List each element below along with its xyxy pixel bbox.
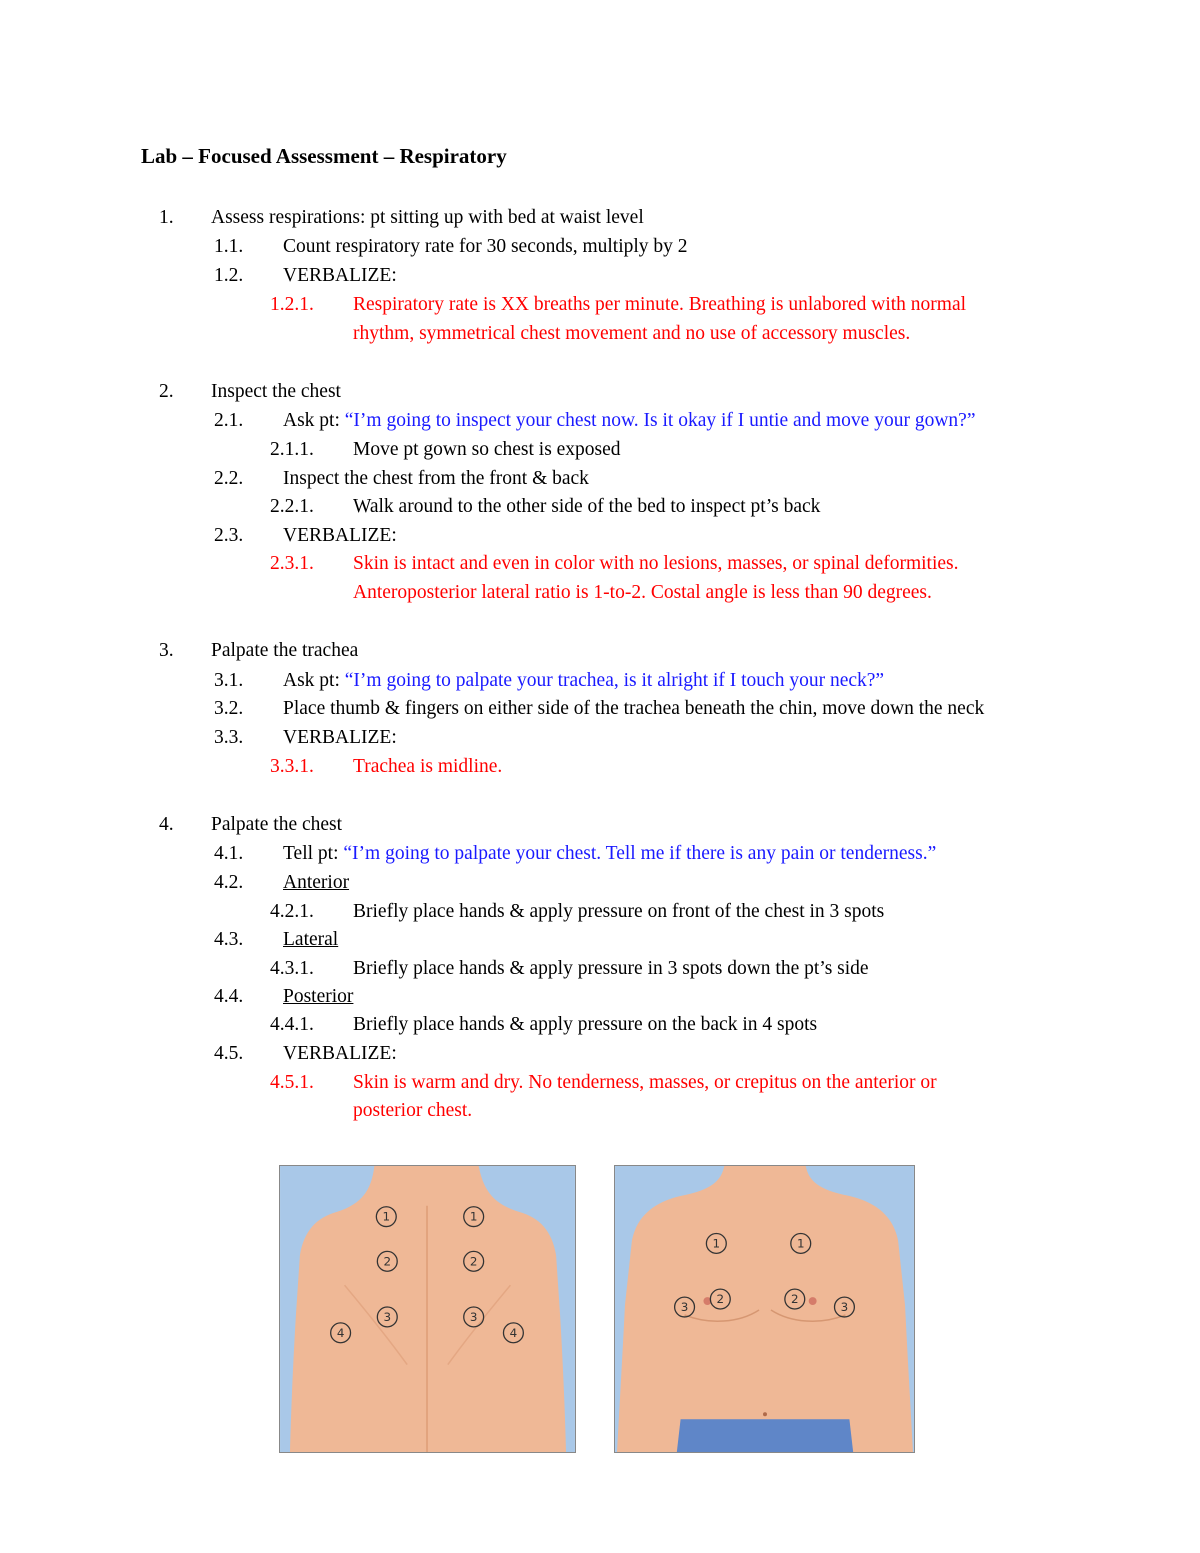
step-number: 3. bbox=[159, 640, 174, 661]
anterior-chest-illustration bbox=[614, 1165, 915, 1453]
step-number: 4.4.1. bbox=[270, 1014, 314, 1035]
step-number: 3.1. bbox=[214, 670, 244, 691]
nipple-right bbox=[809, 1297, 817, 1305]
back-marker-label: 4 bbox=[509, 1325, 518, 1340]
step-number: 4.5. bbox=[214, 1043, 244, 1064]
step-number: 4.3.1. bbox=[270, 958, 314, 979]
front-marker-label: 3 bbox=[840, 1299, 849, 1314]
prompt-lead: Ask pt: bbox=[283, 670, 345, 691]
prompt-lead: Tell pt: bbox=[283, 843, 344, 864]
step-number: 4.2.1. bbox=[270, 901, 314, 922]
front-marker-label: 3 bbox=[680, 1299, 689, 1314]
step-number: 2.2.1. bbox=[270, 496, 314, 517]
back-marker-label: 1 bbox=[469, 1209, 478, 1224]
step-text bbox=[283, 409, 975, 433]
back-marker-label: 3 bbox=[383, 1309, 392, 1324]
step-text: Briefly place hands & apply pressure in 3 spots down the pt’s side bbox=[353, 958, 869, 979]
patient-quote: “I’m going to palpate your chest. Tell me if there is any pain or tenderness.” bbox=[343, 843, 937, 864]
step-text: Walk around to the other side of the bed to inspect pt’s back bbox=[353, 496, 821, 517]
step-number: 2.1.1. bbox=[270, 439, 314, 460]
step-number: 2.3. bbox=[214, 525, 244, 546]
back-marker-label: 2 bbox=[469, 1254, 478, 1269]
front-marker-label: 2 bbox=[790, 1292, 799, 1307]
front-illustration-svg bbox=[615, 1166, 914, 1452]
step-text: Place thumb & fingers on either side of the trachea beneath the chin, move down the neck bbox=[283, 698, 985, 719]
step-text: Inspect the chest bbox=[211, 381, 341, 402]
step-number: 3.3. bbox=[214, 727, 244, 748]
step-number: 4.1. bbox=[214, 843, 244, 864]
verbalize-text: rhythm, symmetrical chest movement and no use of accessory muscles. bbox=[353, 323, 911, 344]
step-text: Assess respirations: pt sitting up with bed at waist level bbox=[211, 207, 644, 228]
back-marker-label: 3 bbox=[469, 1309, 478, 1324]
step-text bbox=[283, 842, 936, 866]
subheading-lateral: Lateral bbox=[283, 929, 339, 950]
subheading-anterior: Anterior bbox=[283, 872, 350, 893]
step-number: 4.5.1. bbox=[270, 1072, 314, 1093]
step-text: VERBALIZE: bbox=[283, 727, 397, 748]
step-number: 2. bbox=[159, 381, 174, 402]
step-number: 1.2. bbox=[214, 265, 244, 286]
step-number: 3.3.1. bbox=[270, 756, 314, 777]
prompt-lead: Ask pt: bbox=[283, 410, 345, 431]
verbalize-text: Trachea is midline. bbox=[353, 756, 503, 777]
step-number: 1.2.1. bbox=[270, 294, 314, 315]
torso-skin-shape bbox=[617, 1166, 913, 1452]
step-text: Palpate the trachea bbox=[211, 640, 359, 661]
patient-quote: “I’m going to inspect your chest now. Is it okay if I untie and move your gown?” bbox=[344, 410, 976, 431]
posterior-chest-illustration bbox=[279, 1165, 576, 1453]
front-marker-label: 1 bbox=[796, 1236, 805, 1251]
verbalize-text: posterior chest. bbox=[353, 1100, 473, 1121]
step-number: 2.3.1. bbox=[270, 553, 314, 574]
subheading-posterior: Posterior bbox=[283, 986, 354, 1007]
verbalize-text: Skin is intact and even in color with no lesions, masses, or spinal deformities. bbox=[353, 553, 959, 574]
step-text: Inspect the chest from the front & back bbox=[283, 468, 589, 489]
step-text: VERBALIZE: bbox=[283, 525, 397, 546]
back-marker-label: 4 bbox=[336, 1325, 345, 1340]
patient-quote: “I’m going to palpate your trachea, is it alright if I touch your neck?” bbox=[344, 670, 885, 691]
verbalize-text: Respiratory rate is XX breaths per minute. Breathing is unlabored with normal bbox=[353, 294, 967, 315]
back-illustration-svg bbox=[280, 1166, 575, 1452]
step-number: 2.2. bbox=[214, 468, 244, 489]
step-number: 4.3. bbox=[214, 929, 244, 950]
step-number: 1. bbox=[159, 207, 174, 228]
page-title: Lab – Focused Assessment – Respiratory bbox=[141, 144, 507, 168]
step-text: Move pt gown so chest is exposed bbox=[353, 439, 621, 460]
step-text: Briefly place hands & apply pressure on front of the chest in 3 spots bbox=[353, 901, 885, 922]
step-number: 1.1. bbox=[214, 236, 244, 257]
step-text: VERBALIZE: bbox=[283, 1043, 397, 1064]
step-text: Palpate the chest bbox=[211, 814, 343, 835]
front-marker-label: 1 bbox=[712, 1236, 721, 1251]
step-text bbox=[283, 669, 884, 693]
verbalize-text: Skin is warm and dry. No tenderness, masses, or crepitus on the anterior or bbox=[353, 1072, 937, 1093]
step-number: 4.2. bbox=[214, 872, 244, 893]
navel bbox=[763, 1412, 767, 1416]
step-number: 4. bbox=[159, 814, 174, 835]
back-marker-label: 2 bbox=[383, 1254, 392, 1269]
step-text: Briefly place hands & apply pressure on the back in 4 spots bbox=[353, 1014, 818, 1035]
verbalize-text: Anteroposterior lateral ratio is 1-to-2. Costal angle is less than 90 degrees. bbox=[353, 582, 932, 603]
step-text: Count respiratory rate for 30 seconds, multiply by 2 bbox=[283, 236, 688, 257]
step-text: VERBALIZE: bbox=[283, 265, 397, 286]
front-marker-label: 2 bbox=[716, 1292, 725, 1307]
back-marker-label: 1 bbox=[382, 1209, 391, 1224]
step-number: 2.1. bbox=[214, 410, 244, 431]
pants bbox=[677, 1419, 854, 1452]
step-number: 3.2. bbox=[214, 698, 244, 719]
step-number: 4.4. bbox=[214, 986, 244, 1007]
